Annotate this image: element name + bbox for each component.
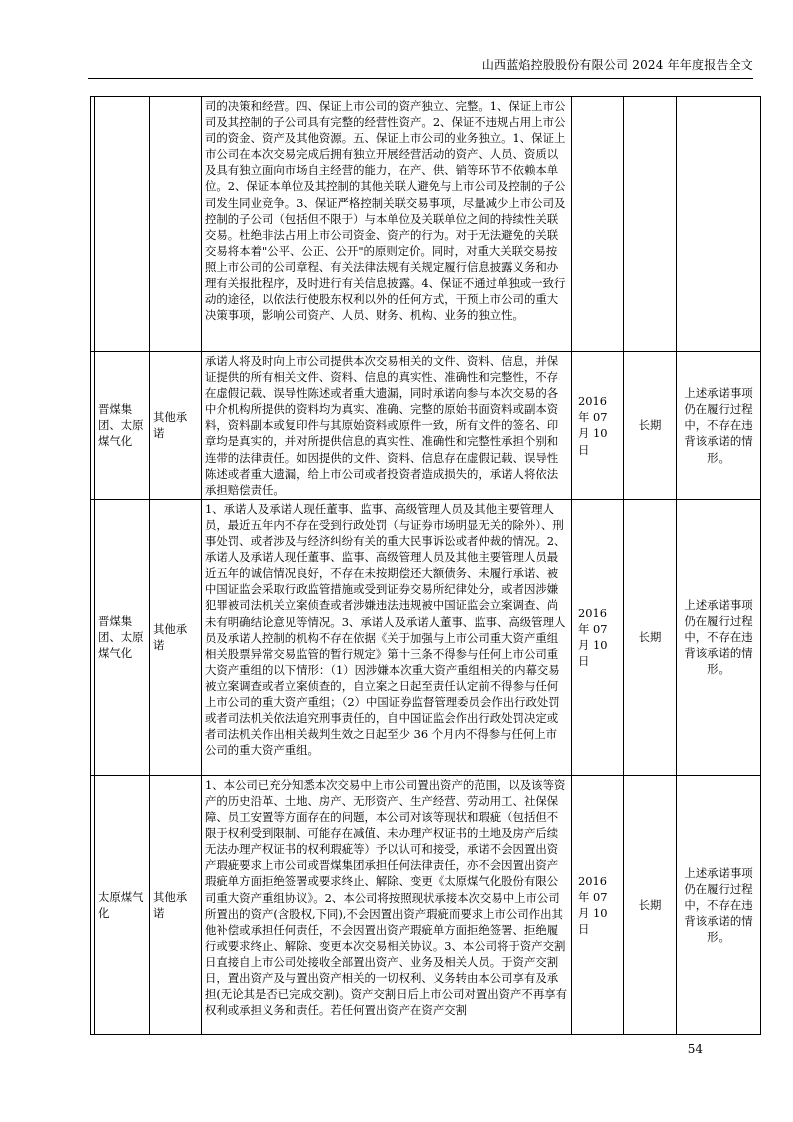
type-cell [150, 97, 202, 352]
term-cell: 长期 [624, 352, 677, 500]
commitments-table [90, 96, 761, 1035]
party-cell: 晋煤集团、太原煤气化 [95, 499, 150, 775]
content-cell: 司的决策和经营。四、保证上市公司的资产独立、完整。1、保证上市公司及其控制的子公司具有完整的经营性资产。2、保证不违规占用上市公司的资金、资产及其他资源。五、保证上市公司的业务独立。1、保证上市公司在本次交易完成后拥有独立开展经营活动的资产、人员、资质以及具有独立面向市场自主经营的能力，在产、供、销等环节不依赖本单位。2、保证本单位及其控制的其他关联人避免与上市公司及控制的子公司发生同业竞争。3、保证严格控制关联交易事项，尽量减少上市公司及控制的子公司（包括但不限于）与本单位及关联单位之间的持续性关联交易。杜绝非法占用上市公司资金、资产的行为。对于无法避免的关联交易将本着"公平、公正、公开"的原则定价。同时，对重大关联交易按照上市公司的公司章程、有关法律法规有关规定履行信息披露义务和办理有关报批程序，及时进行有关信息披露。4、保证不通过单独或一致行动的途径，以依法行使股东权利以外的任何方式，干预上市公司的重大决策事项，影响公司资产、人员、财务、机构、业务的独立性。 [202, 97, 572, 352]
status-cell: 上述承诺事项仍在履行过程中，不存在违背该承诺的情形。 [677, 775, 761, 1034]
table-row [91, 352, 761, 500]
table-row [91, 775, 761, 1034]
header-divider [88, 78, 753, 79]
content-cell: 1、承诺人及承诺人现任董事、监事、高级管理人员及其他主要管理人员，最近五年内不存在受到行政处罚（与证券市场明显无关的除外）、刑事处罚、或者涉及与经济纠纷有关的重大民事诉讼或者仲裁的情况。2、承诺人及承诺人现任董事、监事、高级管理人员及其他主要管理人员最近五年的诚信情况良好，不存在未按期偿还大额债务、未履行承诺、被中国证监会采取行政监管措施或受到证券交易所纪律处分，或者因涉嫌犯罪被司法机关立案侦查或者涉嫌违法违规被中国证监会立案调查、尚未有明确结论意见等情况。3、承诺人及承诺人董事、监事、高级管理人员及承诺人控制的机构不存在依据《关于加强与上市公司重大资产重组相关股票异常交易监管的暂行规定》第十三条不得参与任何上市公司重大资产重组的以下情形：（1）因涉嫌本次重大资产重组相关的内幕交易被立案调查或者立案侦查的，自立案之日起至责任认定前不得参与任何上市公司的重大资产重组；（2）中国证券监督管理委员会作出行政处罚或者司法机关依法追究刑事责任的，自中国证监会作出行政处罚决定或者司法机关作出相关裁判生效之日起至少 36 个月内不得参与任何上市公司的重大资产重组。 [202, 499, 572, 775]
date-cell [572, 97, 624, 352]
term-cell: 长期 [624, 775, 677, 1034]
date-cell: 2016 年 07 月 10 日 [572, 775, 624, 1034]
term-cell [624, 97, 677, 352]
page-number: 54 [687, 1042, 703, 1056]
table-row [91, 499, 761, 775]
party-cell: 晋煤集团、太原煤气化 [95, 352, 150, 500]
page-header-title: 山西蓝焰控股股份有限公司 2024 年年度报告全文 [481, 58, 753, 72]
status-cell: 上述承诺事项仍在履行过程中，不存在违背该承诺的情形。 [677, 352, 761, 500]
status-cell: 上述承诺事项仍在履行过程中，不存在违背该承诺的情形。 [677, 499, 761, 775]
term-cell: 长期 [624, 499, 677, 775]
party-cell [95, 97, 150, 352]
table-row [91, 97, 761, 352]
content-cell: 承诺人将及时向上市公司提供本次交易相关的文件、资料、信息，并保证提供的所有相关文件、资料、信息的真实性、准确性和完整性，不存在虚假记载、误导性陈述或者重大遗漏，同时承诺向参与本次交易的各中介机构所提供的资料均为真实、准确、完整的原始书面资料或副本资料，资料副本或复印件与其原始资料或原件一致，所有文件的签名、印章均是真实的，并对所提供信息的真实性、准确性和完整性承担个别和连带的法律责任。如因提供的文件、资料、信息存在虚假记载、误导性陈述或者重大遗漏，给上市公司或者投资者造成损失的，承诺人将依法承担赔偿责任。 [202, 352, 572, 500]
type-cell: 其他承诺 [150, 352, 202, 500]
content-cell: 1、本公司已充分知悉本次交易中上市公司置出资产的范围，以及该等资产的历史沿革、土地、房产、无形资产、生产经营、劳动用工、社保保障、员工安置等方面存在的问题，本公司对该等现状和瑕疵（包括但不限于权利受到限制、可能存在减值、未办理产权证书的土地及房产后续无法办理产权证书的权利瑕疵等）予以认可和接受，承诺不会因置出资产瑕疵要求上市公司或晋煤集团承担任何法律责任，亦不会因置出资产瑕疵单方面拒绝签署或要求终止、解除、变更《太原煤气化股份有限公司重大资产重组协议》。2、本公司将按照现状承接本次交易中上市公司所置出的资产(含股权,下同),不会因置出资产瑕疵而要求上市公司作出其他补偿或承担任何责任，不会因置出资产瑕疵单方面拒绝签署、拒绝履行或要求终止、解除、变更本次交易相关协议。3、本公司将于资产交割日直接自上市公司处接收全部置出资产、业务及相关人员。于资产交割日，置出资产及与置出资产相关的一切权利、义务转由本公司享有及承担(无论其是否已完成交割)。资产交割日后上市公司对置出资产不再享有权利或承担义务和责任。若任何置出资产在资产交割 [202, 775, 572, 1034]
party-cell: 太原煤气化 [95, 775, 150, 1034]
status-cell [677, 97, 761, 352]
type-cell: 其他承诺 [150, 775, 202, 1034]
date-cell: 2016 年 07 月 10 日 [572, 352, 624, 500]
type-cell: 其他承诺 [150, 499, 202, 775]
date-cell: 2016 年 07 月 10 日 [572, 499, 624, 775]
